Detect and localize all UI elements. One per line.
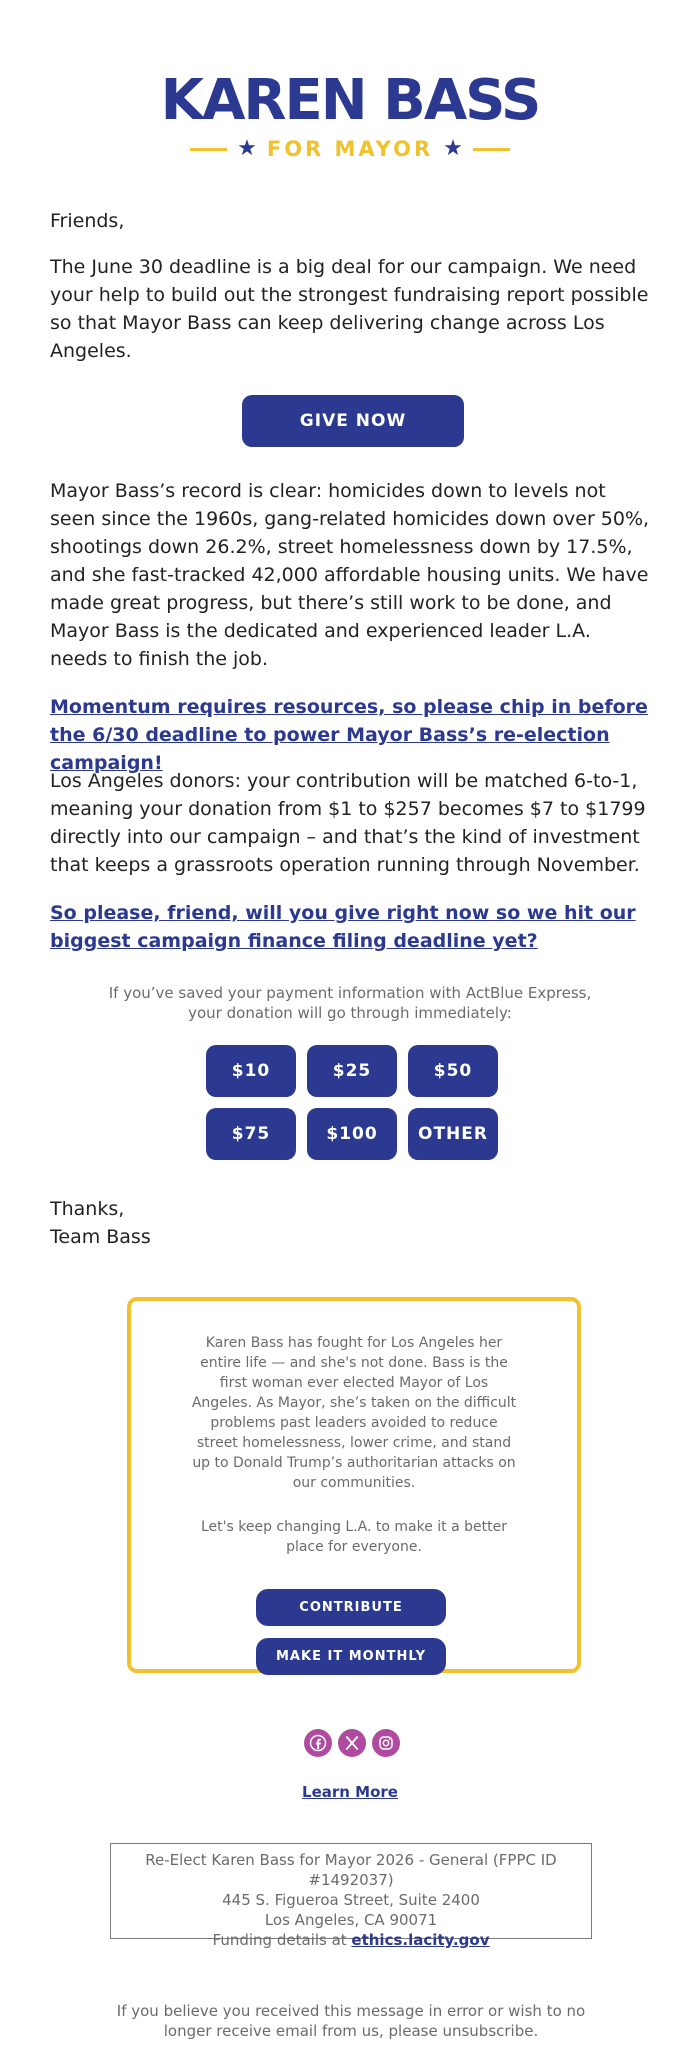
signoff-thanks: Thanks, bbox=[50, 1198, 125, 1220]
record-paragraph: Mayor Bass’s record is clear: homicides down to levels not seen since the 1960s, gang-related homicides down over 50%, shootings down 26.2%, street homelessness down by 17.5%, and she fast-tracked 42,000 affordable housing units. We have made great progress, but there’s still work to be done, and Mayor Bass is the dedicated and experienced leader L.A. needs to finish the job. bbox=[50, 480, 650, 670]
logo-tagline: FOR MAYOR bbox=[266, 137, 434, 161]
committee-name: Re-Elect Karen Bass for Mayor 2026 - General (FPPC ID #1492037) bbox=[145, 1851, 557, 1889]
amount-50-button[interactable]: $50 bbox=[408, 1045, 498, 1097]
give-right-now-link[interactable]: So please, friend, will you give right now so we hit our biggest campaign finance filing deadline yet? bbox=[50, 902, 636, 952]
signoff-team: Team Bass bbox=[50, 1226, 151, 1248]
address-city: Los Angeles, CA 90071 bbox=[264, 1911, 438, 1929]
give-now-button[interactable]: GIVE NOW bbox=[242, 395, 464, 447]
amount-75-button[interactable]: $75 bbox=[206, 1108, 296, 1160]
ethics-link[interactable]: ethics.lacity.gov bbox=[351, 1931, 490, 1949]
match-paragraph: Los Angeles donors: your contribution will be matched 6-to-1, meaning your donation from $1 to $257 becomes $7 to $1799 directly into our campaign – and that’s the kind of investment that keeps a grassroots operation running through November. bbox=[50, 770, 646, 876]
logo-rule-left bbox=[190, 148, 227, 151]
intro-paragraph: The June 30 deadline is a big deal for our campaign. We need your help to build out the strongest fundraising report possible so that Mayor Bass can keep delivering change across Los Angeles. bbox=[50, 256, 649, 362]
make-it-monthly-button[interactable]: MAKE IT MONTHLY bbox=[256, 1638, 446, 1675]
express-note: If you’ve saved your payment information with ActBlue Express, your donation will go through immediately: bbox=[108, 984, 592, 1022]
address-street: 445 S. Figueroa Street, Suite 2400 bbox=[222, 1891, 480, 1909]
amount-25-button[interactable]: $25 bbox=[307, 1045, 397, 1097]
logo-rule-right bbox=[473, 148, 510, 151]
funding-prefix: Funding details at bbox=[212, 1931, 352, 1949]
social-links bbox=[304, 1729, 400, 1757]
unsubscribe-note[interactable]: If you believe you received this message in error or wish to no longer receive email from us, please unsubscribe. bbox=[116, 2002, 586, 2040]
x-icon[interactable] bbox=[338, 1729, 366, 1757]
learn-more-link[interactable]: Learn More bbox=[302, 1783, 398, 1801]
star-icon: ★ bbox=[237, 136, 257, 161]
chip-in-link[interactable]: Momentum requires resources, so please chip in before the 6/30 deadline to power Mayor Bass’s re-election campaign! bbox=[50, 696, 648, 774]
amount-10-button[interactable]: $10 bbox=[206, 1045, 296, 1097]
facebook-icon[interactable] bbox=[304, 1729, 332, 1757]
funding-details bbox=[111, 1930, 591, 1950]
contribute-button[interactable]: CONTRIBUTE bbox=[256, 1589, 446, 1626]
donation-amounts bbox=[206, 1045, 496, 1160]
instagram-icon[interactable] bbox=[372, 1729, 400, 1757]
disclaimer-box bbox=[110, 1843, 592, 1949]
logo-tagline-row bbox=[190, 134, 510, 164]
logo-name: KAREN BASS bbox=[160, 68, 540, 133]
bio-cta-text: Let's keep changing L.A. to make it a better place for everyone. bbox=[200, 1519, 507, 1555]
bio-text: Karen Bass has fought for Los Angeles her entire life — and she's not done. Bass is the first woman ever elected Mayor of Los Angeles. As Mayor, she’s taken on the difficult problems past leaders avoided to reduce street homelessness, lower crime, and stand up to Donald Trump’s authoritarian attacks on our communities. bbox=[191, 1335, 517, 1491]
greeting: Friends, bbox=[50, 210, 125, 232]
amount-100-button[interactable]: $100 bbox=[307, 1108, 397, 1160]
star-icon: ★ bbox=[443, 136, 463, 161]
amount-other-button[interactable]: OTHER bbox=[408, 1108, 498, 1160]
bio-box bbox=[127, 1297, 581, 1673]
campaign-logo bbox=[0, 70, 700, 164]
